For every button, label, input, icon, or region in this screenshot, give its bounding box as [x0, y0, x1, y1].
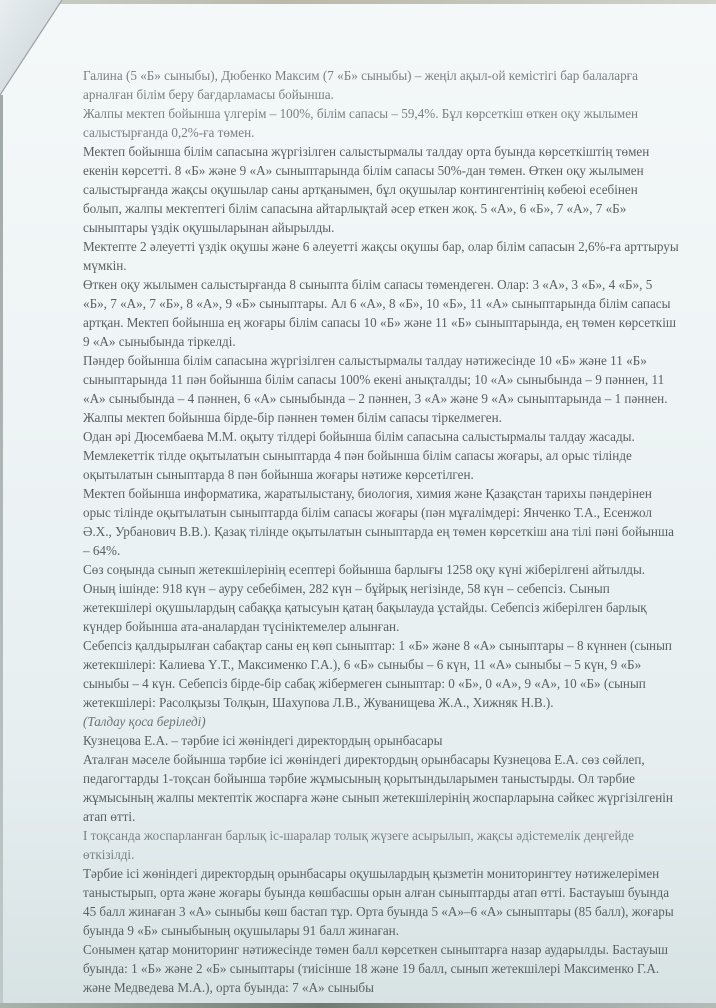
speaker-heading: Кузнецова Е.А. – тәрбие ісі жөніндегі директордың орынбасары [83, 733, 443, 748]
paragraph-events: І тоқсанда жоспарланған барлық іс-шаралар толық жүзеге асырылып, жақсы әдістемелік деңгейде өткізілді. [83, 828, 635, 862]
paragraph-monitoring-results: Тәрбие ісі жөніндегі директордың орынбасары оқушылардың қызметін мониторингтеу нәтижелерімен таныстырып, орта және жоғары буында көшбасшы орын алған сыныптарды атап өтті. Бастауыш буында 45 балл жинаған 3 «А» сыныбы көш бастап тұр. Орта буында 5 «А»–6 «А» сыныптары (85 балл), жоғары буында 9 «Б» сыныбының оқушылары 91 балл жинаған. [83, 866, 674, 938]
paragraph-language-analysis: Одан әрі Дюсембаева М.М. оқыту тілдері бойынша білім сапасына салыстырмалы талдау жасады. Мемлекеттік тілде оқытылатын сыныптарда 4 пән бойынша білім сапасы жоғары, ал орыс тілінде оқытылатын сыныптарда 8 пән бойынша жоғары нәтиже көрсетілген. [83, 429, 635, 482]
paragraph-low-scores: Сонымен қатар мониторинг нәтижесінде төмен балл көрсеткен сыныптарға назар аударылды. Бастауыш буында: 1 «Б» және 2 «Б» сыныптары (тиісінше 18 және 19 балл, сынып жетекшілері Максименко Г.А. және Медведева М.А.), орта буында: 7 «А» сыныбы [83, 942, 669, 995]
paragraph-educational-work: Аталған мәселе бойынша тәрбие ісі жөніндегі директордың орынбасары Кузнецова Е.А. сөз сөйлеп, педагогтарды 1-тоқсан бойынша тәрбие жұмысының қорытындыларымен таныстырды. Ол тәрбие жұмысының жалпы мектептік жоспарға және сынып жетекшілерінің жоспарларына сәйкес жүргізілгенін атап өтті. [83, 752, 673, 824]
paragraph-absences: Сөз соңында сынып жетекшілерінің есептері бойынша барлығы 1258 оқу күні жіберілгені айтылды. Оның ішінде: 918 күн – ауру себебімен, 282 күн – бұйрық негізінде, 58 күн – себепсіз. Сынып жетекшілері оқушылардың сабаққа қатысуын қатаң бақылауда ұстайды. Себепсіз жіберілген барлық күндер бойынша ата-аналардан түсініктемелер алынған. [83, 562, 647, 634]
paragraph-potential-students: Мектепте 2 әлеуетті үздік оқушы және 6 әлеуетті жақсы оқушы бар, олар білім сапасын 2,6%-ға арттыруы мүмкін. [83, 239, 679, 273]
paragraph-quality-decline: Өткен оқу жылымен салыстырғанда 8 сыныпта білім сапасы төмендеген. Олар: 3 «А», 3 «Б», 4 «Б», 5 «Б», 7 «А», 7 «Б», 8 «А», 9 «Б» сыныптары. Ал 6 «А», 8 «Б», 10 «Б», 11 «А» сыныптарында білім сапасы артқан. Мектеп бойынша ең жоғары білім сапасы 10 «Б» және 11 «Б» сыныптарында, ең төмен көрсеткіш 9 «А» сыныбында тіркелді. [83, 277, 676, 349]
paragraph-overall-performance: Жалпы мектеп бойынша үлгерім – 100%, білім сапасы – 59,4%. Бұл көрсеткіш өткен оқу жылымен салыстырғанда 0,2%-ға төмен. [83, 106, 639, 140]
paragraph-comparative-analysis: Мектеп бойынша білім сапасына жүргізілген салыстырмалы талдау орта буында көрсеткіштің төмен екенін көрсетті. 8 «Б» және 9 «А» сыныптарында білім сапасы 50%-дан төмен. Өткен оқу жылымен салыстырғанда жақсы оқушылар саны артқанымен, бұл оқушылар контингентінің көбеюі есебінен болып, жалпы мектептегі білім сапасына айтарлықтай әсер еткен жоқ. 5 «А», 6 «Б», 7 «А», 7 «Б» сыныптары үздік оқушыларынан айырылды. [83, 144, 650, 235]
page-top-edge [0, 0, 716, 4]
paragraph-subject-teachers: Мектеп бойынша информатика, жаратылыстану, биология, химия және Қазақстан тарихы пәндерінен орыс тілінде оқытылатын сыныптарда білім сапасы жоғары (пән мұғалімдері: Янченко Т.А., Есенжол Ә.Х., Урбанович В.В.). Қазақ тілінде оқытылатын сыныптарда ең төмен көрсеткіш ана тілі пәні бойынша – 64%. [83, 486, 674, 558]
document-body [83, 66, 679, 997]
note-analysis-attached: (Талдау қоса беріледі) [83, 714, 206, 729]
page-left-edge [0, 95, 3, 1008]
paragraph-subject-analysis: Пәндер бойынша білім сапасына жүргізілген салыстырмалы талдау нәтижесінде 10 «Б» және 11 «Б» сыныптарында 11 пән бойынша білім сапасы 100% екені анықталды; 10 «А» сыныбында – 9 пәннен, 11 «А» сыныбында – 4 пәннен, 6 «А» сыныбында – 2 пәннен, 3 «А» және 9 «А» сыныптарында – 1 пәннен. Жалпы мектеп бойынша бірде-бір пәннен төмен білім сапасы тіркелмеген. [83, 353, 668, 425]
page-bottom-edge [0, 1003, 716, 1008]
paragraph-correctional-program: Галина (5 «Б» сыныбы), Дюбенко Максим (7 «Б» сыныбы) – жеңіл ақыл-ой кемістігі бар балаларға арналған білім беру бағдарламасы бойынша. [83, 68, 638, 102]
paragraph-unexcused-absences: Себепсіз қалдырылған сабақтар саны ең көп сыныптар: 1 «Б» және 8 «А» сыныптары – 8 күннен (сынып жетекшілері: Калиева Ү.Т., Максименко Г.А.), 6 «Б» сыныбы – 6 күн, 11 «А» сыныбы – 5 күн, 9 «Б» сыныбы – 4 күн. Себепсіз бірде-бір сабақ жібермеген сыныптар: 0 «Б», 0 «А», 9 «А», 10 «Б» (сынып жетекшілері: Расолқызы Толқын, Шахупова Л.В., Жуванищева Ж.А., Хижняк Н.В.). [83, 638, 672, 710]
